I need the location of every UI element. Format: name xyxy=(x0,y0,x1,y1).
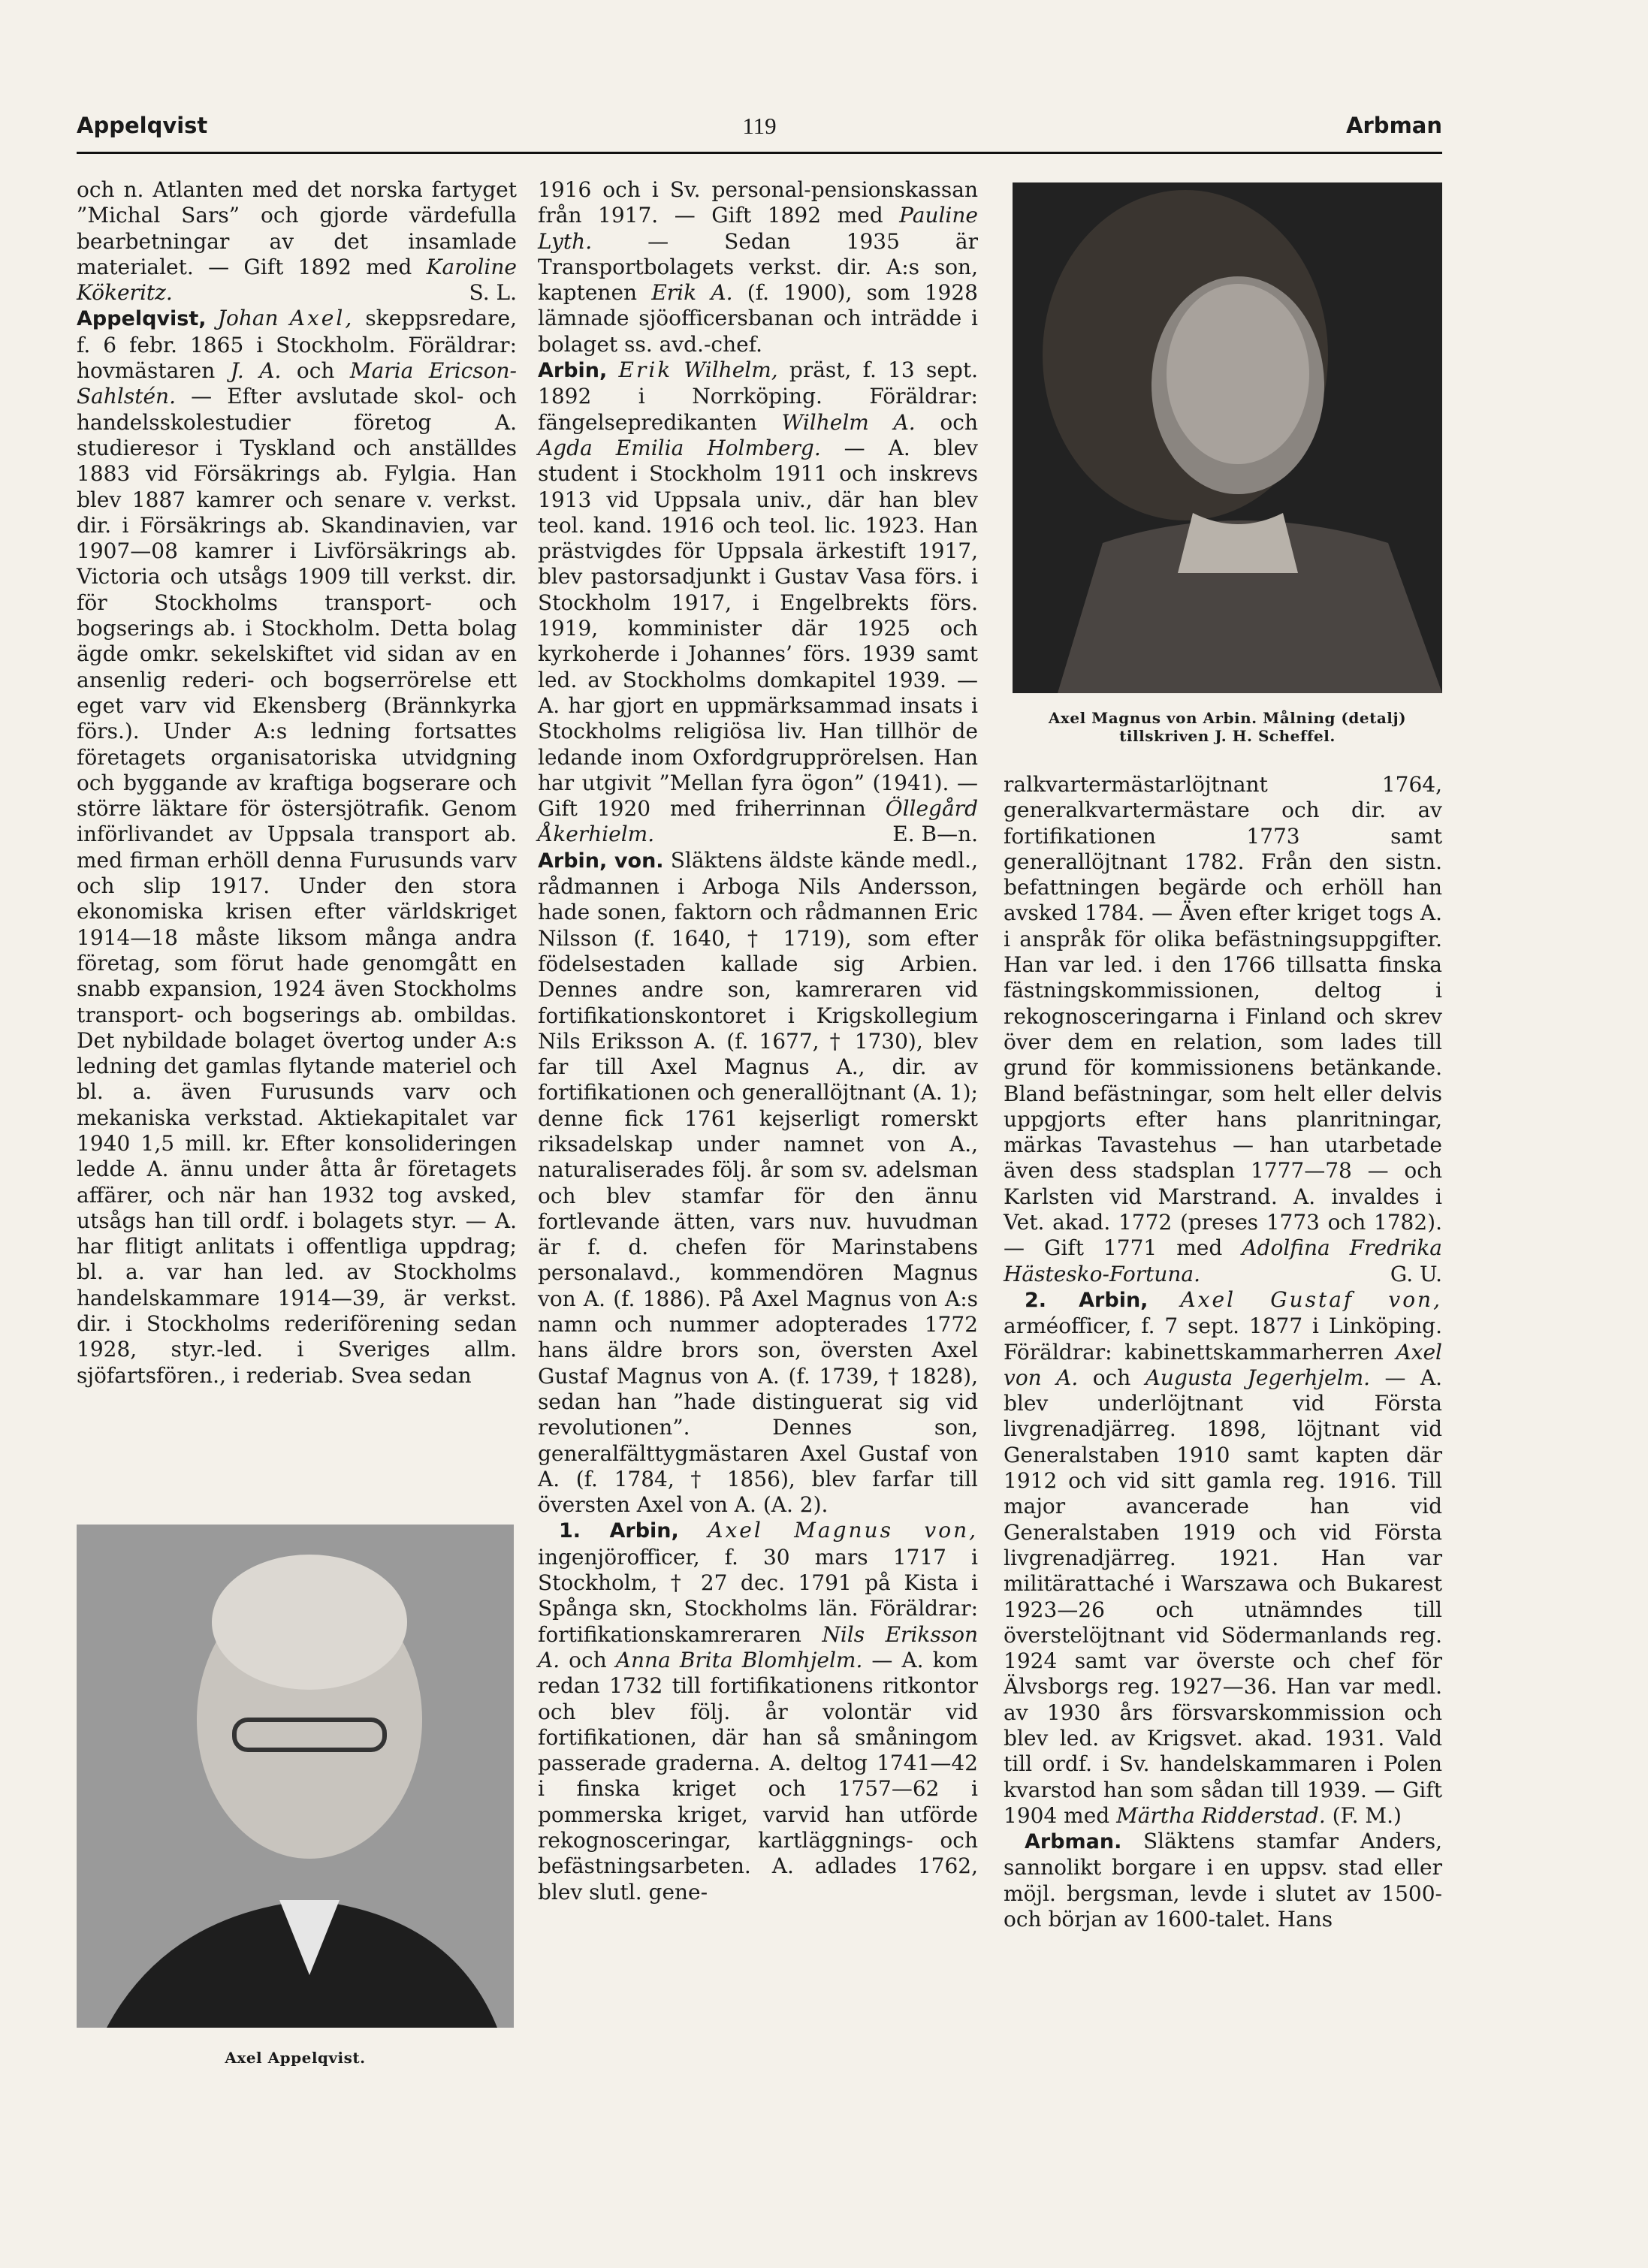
header-left-keyword: Appelqvist xyxy=(77,113,208,138)
entry-arbin-erik: Arbin, Erik Wilhelm, präst, f. 13 sept. 1892 i Norrköping. Föräldrar: fängelsepredikanten Wilhelm A. och Agda Emilia Holmberg. — A. blev student i Stockholm 1911 och inskrevs 1913 vid Uppsala univ., där han blev teol. kand. 1916 och teol. lic. 1923. Han prästvigdes för Uppsala ärkestift 1917, blev pastorsadjunkt i Gustav Vasa förs. i Stockholm 1917, i Engelbrekts förs. 1919, komminister där 1925 och kyrkoherde i Johannes’ förs. 1939 samt led. av Stockholms domkapitel 1939. — A. har gjort en uppmärksammad insats i Stockholms religiösa liv. Han tillhör de ledande inom Oxfordgrupprörelsen. Han har utgivit ”Mellan fyra ögon” (1941). — Gift 1920 med friherrinnan Öllegård Åkerhielm. E. B—n. xyxy=(538,357,979,847)
header-right-keyword: Arbman xyxy=(1346,113,1442,138)
column-3 xyxy=(1004,772,1442,1932)
entry-appelqvist: Appelqvist, Johan Axel, skeppsredare, f. 6 febr. 1865 i Stockholm. Föräldrar: hovmästaren J. A. och Maria Ericson-Sahlstén. — Efter avslutade skol- och handelsskolestudier företog A. studieresor i Tyskland och anställdes 1883 vid Försäkrings ab. Fylgia. Han blev 1887 kamrer och senare v. verkst. dir. i Försäkrings ab. Skandinavien, var 1907—08 kamrer i Livförsäkrings ab. Victoria och utsågs 1909 till verkst. dir. för Stockholms transport- och bogserings ab. i Stockholm. Detta bolag ägde omkr. sekelskiftet vid sidan av en ansenlig rederi- och bogserrörelse ett eget varv vid Ekensberg (Brännkyrka förs.). Under A:s ledning fortsattes företagets organisatoriska utvidgning och byggande av kraftiga bogserare och större läktare för östersjötrafik. Genom införlivandet av Uppsala transport ab. med firman erhöll denna Furusunds varv och slip 1917. Under den stora ekonomiska krisen efter världskriget 1914—18 måste liksom många andra företag, som förut hade genomgått en snabb expansion, 1924 även Stockholms transport- och bogserings ab. ombildas. Det nybildade bolaget övertog under A:s ledning det gamlas flytande materiel och bl. a. även Furusunds varv och mekaniska verkstad. Aktiekapitalet var 1940 1,5 mill. kr. Efter konsolideringen ledde A. ännu under åtta år företagets affärer, och när han 1932 tog avsked, utsågs han till ordf. i bolagets styr. — A. har flitigt anlitats i offentliga uppdrag; bl. a. var han led. av Stockholms handelskammare 1914—39, är verkst. dir. i Stockholms rederiförening sedan 1928, styr.-led. i Sveriges allm. sjöfartsfören., i rederiab. Svea sedan xyxy=(77,306,518,1388)
headword: Arbin, xyxy=(1079,1288,1148,1312)
portrait-axel-magnus-von-arbin xyxy=(1013,182,1442,693)
entry-continuation: ralkvartermästarlöjtnant 1764, generalkvartermästare och dir. av fortifikationen 1773 samt generallöjtnant 1782. Från den sistn. befattningen begärde och erhöll han avsked 1784. — Även efter kriget togs A. i anspråk för olika befästningsuppgifter. Han var led. i den 1766 tillsatta finska fästningskommissionen, deltog i rekognosceringarna i Finland och skrev över dem en relation, som lades till grund för kommissionens betänkande. Bland befästningar, som helt eller delvis uppgjorts efter hans planritningar, märkas Tavastehus — han utarbetade även dess stadsplan 1777—78 — och Karlsten vid Marstrand. A. invaldes i Vet. akad. 1772 (preses 1773 och 1782). — Gift 1771 med Adolfina Fredrika Hästesko-Fortuna. G. U. xyxy=(1004,772,1442,1286)
headword: Appelqvist, xyxy=(77,307,207,331)
portrait-caption-appelqvist: Axel Appelqvist. xyxy=(225,2049,366,2067)
header-rule xyxy=(77,152,1442,154)
entry-arbman: Arbman. Släktens stamfar Anders, sannolikt borgare i en uppsv. stad eller möjl. bergsman, levde i slutet av 1500- och början av 1600-talet. Hans xyxy=(1004,1829,1442,1932)
entry-continuation: 1916 och i Sv. personal-pensionskassan från 1917. — Gift 1892 med Pauline Lyth. — Sedan 1935 är Transportbolagets verkst. dir. A:s son, kaptenen Erik A. (f. 1900), som 1928 lämnade sjöofficersbanan och inträdde i bolaget ss. avd.-chef. xyxy=(538,177,978,357)
entry-arbin-von: Arbin, von. Släktens äldste kände medl., rådmannen i Arboga Nils Andersson, hade sonen, faktorn och rådmannen Eric Nilsson (f. 1640, † 1719), som efter födelsestaden kallade sig Arbien. Dennes andre son, kamreraren vid fortifikationskontoret i Krigskollegium Nils Eriksson A. (f. 1677, † 1730), blev far till Axel Magnus A., dir. av fortifikationen och generallöjtnant (A. 1); denne fick 1761 kejserligt romerskt riksadelskap under namnet von A., naturaliserades följ. år som sv. adelsman och blev stamfar för den ännu fortlevande ätten, vars nuv. huvudman är f. d. chefen för Marinstabens personalavd., kommendören Magnus von A. (f. 1886). På Axel Magnus von A:s namn och nummer adopterades 1772 hans äldre brors son, översten Axel Gustaf Magnus von A. (f. 1739, † 1828), sedan han ”hade distinguerat sig vid revolutionen”. Dennes son, generalfälttygmästaren Axel Gustaf von A. (f. 1784, † 1856), blev farfar till översten Axel von A. (A. 2). xyxy=(538,847,978,1518)
page-number: 119 xyxy=(742,113,777,139)
entry-continuation: och n. Atlanten med det norska fartyget ”Michal Sars” och gjorde värdefulla bearbetningar av det insamlade materialet. — Gift 1892 med Karoline Kökeritz. S. L. xyxy=(77,177,517,306)
author-signature: E. B—n. xyxy=(892,822,978,847)
portrait-axel-appelqvist xyxy=(77,1525,514,2028)
portrait-caption-arbin: Axel Magnus von Arbin. Målning (detalj) tillskriven J. H. Scheffel. xyxy=(1048,709,1407,745)
author-signature: G. U. xyxy=(1390,1261,1442,1286)
entry-arbin-axel-magnus: 1. Arbin, Axel Magnus von, ingenjörofficer, f. 30 mars 1717 i Stockholm, † 27 dec. 1791 på Kista i Spånga skn, Stockholms län. Föräldrar: fortifikationskamreraren Nils Eriksson A. och Anna Brita Blomhjelm. — A. kom redan 1732 till fortifikationens ritkontor och blev följ. år volontär vid fortifikationen, där han så småningom passerade graderna. A. deltog 1741—42 i finska kriget och 1757—62 i pommerska kriget, varvid han utförde rekognosceringar, kartläggnings- och befästningsarbeten. A. adlades 1762, blev slutl. gene- xyxy=(538,1518,979,1905)
column-2 xyxy=(538,177,978,1905)
headword: Arbin, von. xyxy=(538,849,664,873)
column-1 xyxy=(77,177,517,1389)
headword: Arbin, xyxy=(609,1519,679,1543)
entry-arbin-axel-gustaf: 2. Arbin, Axel Gustaf von, arméofficer, f. 7 sept. 1877 i Linköping. Föräldrar: kabinettskammarherren Axel von A. och Augusta Jegerhjelm. — A. blev underlöjtnant vid Första livgrenadjärreg. 1898, löjtnant vid Generalstaben 1910 samt kapten där 1912 och vid sitt gamla reg. 1916. Till major avancerade han vid Generalstaben 1919 och vid Första livgrenadjärreg. 1921. Han var militärattaché i Warszawa och Bukarest 1923—26 och utnämndes till överstelöjtnant vid Södermanlands reg. 1924 samt var överste och chef för Älvsborgs reg. 1927—36. Han var medl. av 1930 års försvarskommission och blev led. av Krigsvet. akad. 1931. Vald till ordf. i Sv. handelskammaren i Polen kvarstod han som sådan till 1939. — Gift 1904 med Märtha Ridderstad. (F. M.) xyxy=(1004,1286,1443,1828)
running-header xyxy=(77,113,1442,150)
headword: Arbman. xyxy=(1025,1830,1122,1854)
headword: Arbin, xyxy=(538,359,608,383)
author-signature: S. L. xyxy=(469,280,517,306)
